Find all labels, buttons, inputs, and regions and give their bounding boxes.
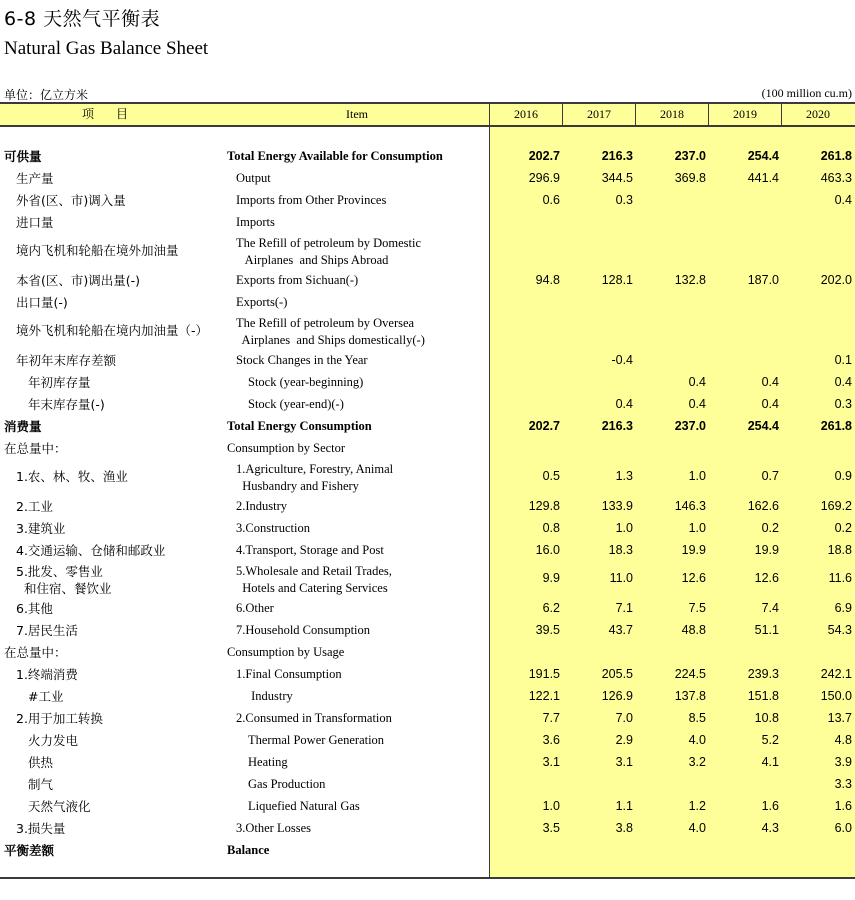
cell-value: 0.5 xyxy=(542,469,560,483)
cell-value: 202.7 xyxy=(528,419,560,433)
row-label-chinese: 年初库存量 xyxy=(28,375,91,390)
cell-value: 0.7 xyxy=(761,469,779,483)
cell-value: 7.5 xyxy=(688,601,706,615)
row-label-english: 4.Transport, Storage and Post xyxy=(236,543,384,557)
row-label-english: Stock Changes in the Year xyxy=(236,353,368,367)
cell-value: 128.1 xyxy=(601,273,633,287)
row-label-english: Imports xyxy=(236,215,275,229)
row-label-chinese: 境内飞机和轮船在境外加油量 xyxy=(16,243,179,258)
cell-value: 162.6 xyxy=(747,499,779,513)
row-label-chinese: 2.用于加工转换 xyxy=(16,711,103,726)
cell-value: 254.4 xyxy=(747,419,779,433)
cell-value: 202.0 xyxy=(820,273,852,287)
header-item-chinese: 项目 xyxy=(81,107,150,121)
row-label-english: Heating xyxy=(248,755,288,769)
cell-value: 261.8 xyxy=(820,419,852,433)
row-label-chinese: 出口量(-) xyxy=(16,295,68,310)
cell-value: 94.8 xyxy=(535,273,560,287)
cell-value: 48.8 xyxy=(681,623,706,637)
cell-value: 7.1 xyxy=(615,601,633,615)
cell-value: 137.8 xyxy=(674,689,706,703)
cell-value: 202.7 xyxy=(528,149,560,163)
cell-value: 4.3 xyxy=(761,821,779,835)
row-label-english: 1.Agriculture, Forestry, Animal Husbandry and Fishery xyxy=(236,462,394,493)
row-label-english: Consumption by Usage xyxy=(227,645,345,659)
cell-value: 3.6 xyxy=(542,733,560,747)
title-english: Natural Gas Balance Sheet xyxy=(4,38,209,59)
cell-value: 1.1 xyxy=(615,799,633,813)
cell-value: 0.2 xyxy=(834,521,852,535)
cell-value: 0.4 xyxy=(834,193,852,207)
row-label-chinese: 6.其他 xyxy=(16,601,53,616)
cell-value: 254.4 xyxy=(747,149,779,163)
cell-value: 133.9 xyxy=(601,499,633,513)
cell-value: 187.0 xyxy=(747,273,779,287)
cell-value: 1.0 xyxy=(688,469,706,483)
row-label-chinese: 进口量 xyxy=(16,215,54,230)
row-label-chinese: 生产量 xyxy=(16,171,54,186)
cell-value: 296.9 xyxy=(528,171,560,185)
row-label-chinese: 在总量中： xyxy=(4,645,67,660)
header-year-2020: 2020 xyxy=(806,107,830,121)
cell-value: 237.0 xyxy=(674,149,706,163)
row-label-chinese: 年末库存量(-) xyxy=(28,397,105,412)
cell-value: 6.2 xyxy=(542,601,560,615)
row-label-english: 1.Final Consumption xyxy=(236,667,342,681)
cell-value: 7.0 xyxy=(615,711,633,725)
cell-value: 12.6 xyxy=(754,571,779,585)
cell-value: 0.8 xyxy=(542,521,560,535)
row-label-english: Total Energy Consumption xyxy=(227,419,372,433)
cell-value: 6.9 xyxy=(834,601,852,615)
cell-value: 1.6 xyxy=(834,799,852,813)
cell-value: 122.1 xyxy=(528,689,560,703)
cell-value: 18.3 xyxy=(608,543,633,557)
cell-value: 7.4 xyxy=(761,601,779,615)
row-label-english: 6.Other xyxy=(236,601,274,615)
row-label-chinese: 火力发电 xyxy=(28,733,79,748)
cell-value: -0.4 xyxy=(611,353,633,367)
cell-value: 0.4 xyxy=(688,397,706,411)
cell-value: 1.0 xyxy=(688,521,706,535)
row-label-chinese: 平衡差额 xyxy=(4,843,55,858)
unit-label-english: (100 million cu.m) xyxy=(761,86,852,100)
row-label-chinese: 2.工业 xyxy=(16,499,53,514)
row-label-english: The Refill of petroleum by Domestic Airplanes and Ships Abroad xyxy=(236,236,422,267)
row-label-english: Consumption by Sector xyxy=(227,441,346,455)
row-label-english: 2.Industry xyxy=(236,499,288,513)
cell-value: 0.2 xyxy=(761,521,779,535)
row-label-chinese: 消费量 xyxy=(4,419,42,434)
cell-value: 16.0 xyxy=(535,543,560,557)
row-label-chinese: 3.建筑业 xyxy=(16,521,66,536)
cell-value: 0.3 xyxy=(834,397,852,411)
row-label-chinese: 天然气液化 xyxy=(28,799,91,814)
row-label-english: 7.Household Consumption xyxy=(236,623,371,637)
row-label-chinese: 3.损失量 xyxy=(16,821,66,836)
header-year-2018: 2018 xyxy=(660,107,684,121)
cell-value: 3.2 xyxy=(688,755,706,769)
cell-value: 0.6 xyxy=(542,193,560,207)
row-label-chinese: 在总量中： xyxy=(4,441,67,456)
row-label-english: Stock (year-beginning) xyxy=(248,375,364,389)
row-label-chinese: 境外飞机和轮船在境内加油量（-） xyxy=(16,323,209,338)
unit-label-chinese: 单位：亿立方米 xyxy=(4,88,89,102)
cell-value: 150.0 xyxy=(820,689,852,703)
row-label-chinese: 可供量 xyxy=(4,149,42,164)
cell-value: 216.3 xyxy=(601,419,633,433)
header-year-2016: 2016 xyxy=(514,107,538,121)
cell-value: 3.1 xyxy=(542,755,560,769)
row-label-chinese: 年初年末库存差额 xyxy=(16,353,117,368)
table-bottom-rule xyxy=(0,877,855,879)
row-label-english: Imports from Other Provinces xyxy=(236,193,387,207)
cell-value: 4.8 xyxy=(834,733,852,747)
row-label-english: Exports(-) xyxy=(236,295,288,309)
cell-value: 129.8 xyxy=(528,499,560,513)
cell-value: 1.3 xyxy=(615,469,633,483)
cell-value: 0.4 xyxy=(615,397,633,411)
cell-value: 3.3 xyxy=(834,777,852,791)
cell-value: 1.2 xyxy=(688,799,706,813)
row-label-chinese: #工业 xyxy=(28,689,64,704)
cell-value: 151.8 xyxy=(747,689,779,703)
row-label-english: Total Energy Available for Consumption xyxy=(227,149,443,163)
cell-value: 9.9 xyxy=(542,571,560,585)
cell-value: 224.5 xyxy=(674,667,706,681)
header-year-2017: 2017 xyxy=(587,107,611,121)
cell-value: 237.0 xyxy=(674,419,706,433)
row-label-english: Exports from Sichuan(-) xyxy=(236,273,359,287)
row-label-english: 3.Other Losses xyxy=(236,821,311,835)
cell-value: 0.4 xyxy=(688,375,706,389)
cell-value: 3.8 xyxy=(615,821,633,835)
cell-value: 19.9 xyxy=(754,543,779,557)
cell-value: 169.2 xyxy=(820,499,852,513)
row-label-chinese: 5.批发、零售业 和住宿、餐饮业 xyxy=(16,564,112,596)
cell-value: 11.0 xyxy=(609,571,633,585)
row-label-chinese: 制气 xyxy=(28,777,54,792)
cell-value: 4.0 xyxy=(688,821,706,835)
cell-value: 126.9 xyxy=(601,689,633,703)
cell-value: 261.8 xyxy=(820,149,852,163)
cell-value: 54.3 xyxy=(827,623,852,637)
cell-value: 8.5 xyxy=(688,711,706,725)
cell-value: 239.3 xyxy=(747,667,779,681)
cell-value: 369.8 xyxy=(674,171,706,185)
header-year-2019: 2019 xyxy=(733,107,757,121)
cell-value: 43.7 xyxy=(608,623,633,637)
cell-value: 216.3 xyxy=(601,149,633,163)
cell-value: 1.0 xyxy=(615,521,633,535)
row-label-english: Thermal Power Generation xyxy=(248,733,385,747)
cell-value: 11.6 xyxy=(828,571,852,585)
cell-value: 39.5 xyxy=(535,623,560,637)
row-label-english: Output xyxy=(236,171,271,185)
row-label-english: The Refill of petroleum by Oversea Airplanes and Ships domestically(-) xyxy=(236,316,425,347)
row-label-chinese: 外省(区、市)调入量 xyxy=(16,193,126,208)
cell-value: 344.5 xyxy=(601,171,633,185)
cell-value: 463.3 xyxy=(820,171,852,185)
cell-value: 4.1 xyxy=(761,755,779,769)
cell-value: 0.4 xyxy=(834,375,852,389)
row-label-english: 3.Construction xyxy=(236,521,310,535)
cell-value: 146.3 xyxy=(674,499,706,513)
cell-value: 205.5 xyxy=(601,667,633,681)
cell-value: 0.9 xyxy=(834,469,852,483)
row-label-english: Gas Production xyxy=(248,777,326,791)
cell-value: 19.9 xyxy=(681,543,706,557)
cell-value: 4.0 xyxy=(688,733,706,747)
cell-value: 6.0 xyxy=(834,821,852,835)
cell-value: 1.0 xyxy=(542,799,560,813)
cell-value: 441.4 xyxy=(747,171,779,185)
cell-value: 12.6 xyxy=(681,571,706,585)
header-item-english: Item xyxy=(346,107,368,121)
row-label-chinese: 7.居民生活 xyxy=(16,623,78,638)
cell-value: 3.1 xyxy=(615,755,633,769)
cell-value: 0.3 xyxy=(615,193,633,207)
row-label-chinese: 供热 xyxy=(28,755,54,770)
row-label-english: 5.Wholesale and Retail Trades, Hotels and Catering Services xyxy=(236,564,392,595)
cell-value: 10.8 xyxy=(754,711,779,725)
row-label-english: Stock (year-end)(-) xyxy=(248,397,344,411)
row-label-chinese: 1.农、林、牧、渔业 xyxy=(16,469,128,484)
row-label-chinese: 1.终端消费 xyxy=(16,667,78,682)
row-label-chinese: 本省(区、市)调出量(-) xyxy=(16,273,141,288)
cell-value: 0.4 xyxy=(761,375,779,389)
cell-value: 3.9 xyxy=(834,755,852,769)
cell-value: 242.1 xyxy=(820,667,852,681)
row-label-chinese: 4.交通运输、仓储和邮政业 xyxy=(16,543,166,558)
cell-value: 0.4 xyxy=(761,397,779,411)
row-label-english: 2.Consumed in Transformation xyxy=(236,711,392,725)
cell-value: 7.7 xyxy=(542,711,560,725)
row-label-english: Industry xyxy=(248,689,293,703)
cell-value: 51.1 xyxy=(754,623,779,637)
cell-value: 0.1 xyxy=(834,353,852,367)
title-chinese: 6-8 天然气平衡表 xyxy=(4,8,161,30)
cell-value: 132.8 xyxy=(674,273,706,287)
cell-value: 18.8 xyxy=(827,543,852,557)
cell-value: 1.6 xyxy=(761,799,779,813)
cell-value: 5.2 xyxy=(761,733,779,747)
cell-value: 3.5 xyxy=(542,821,560,835)
row-label-english: Balance xyxy=(227,843,270,857)
cell-value: 191.5 xyxy=(528,667,560,681)
cell-value: 2.9 xyxy=(615,733,633,747)
row-label-english: Liquefied Natural Gas xyxy=(248,799,360,813)
cell-value: 13.7 xyxy=(827,711,852,725)
